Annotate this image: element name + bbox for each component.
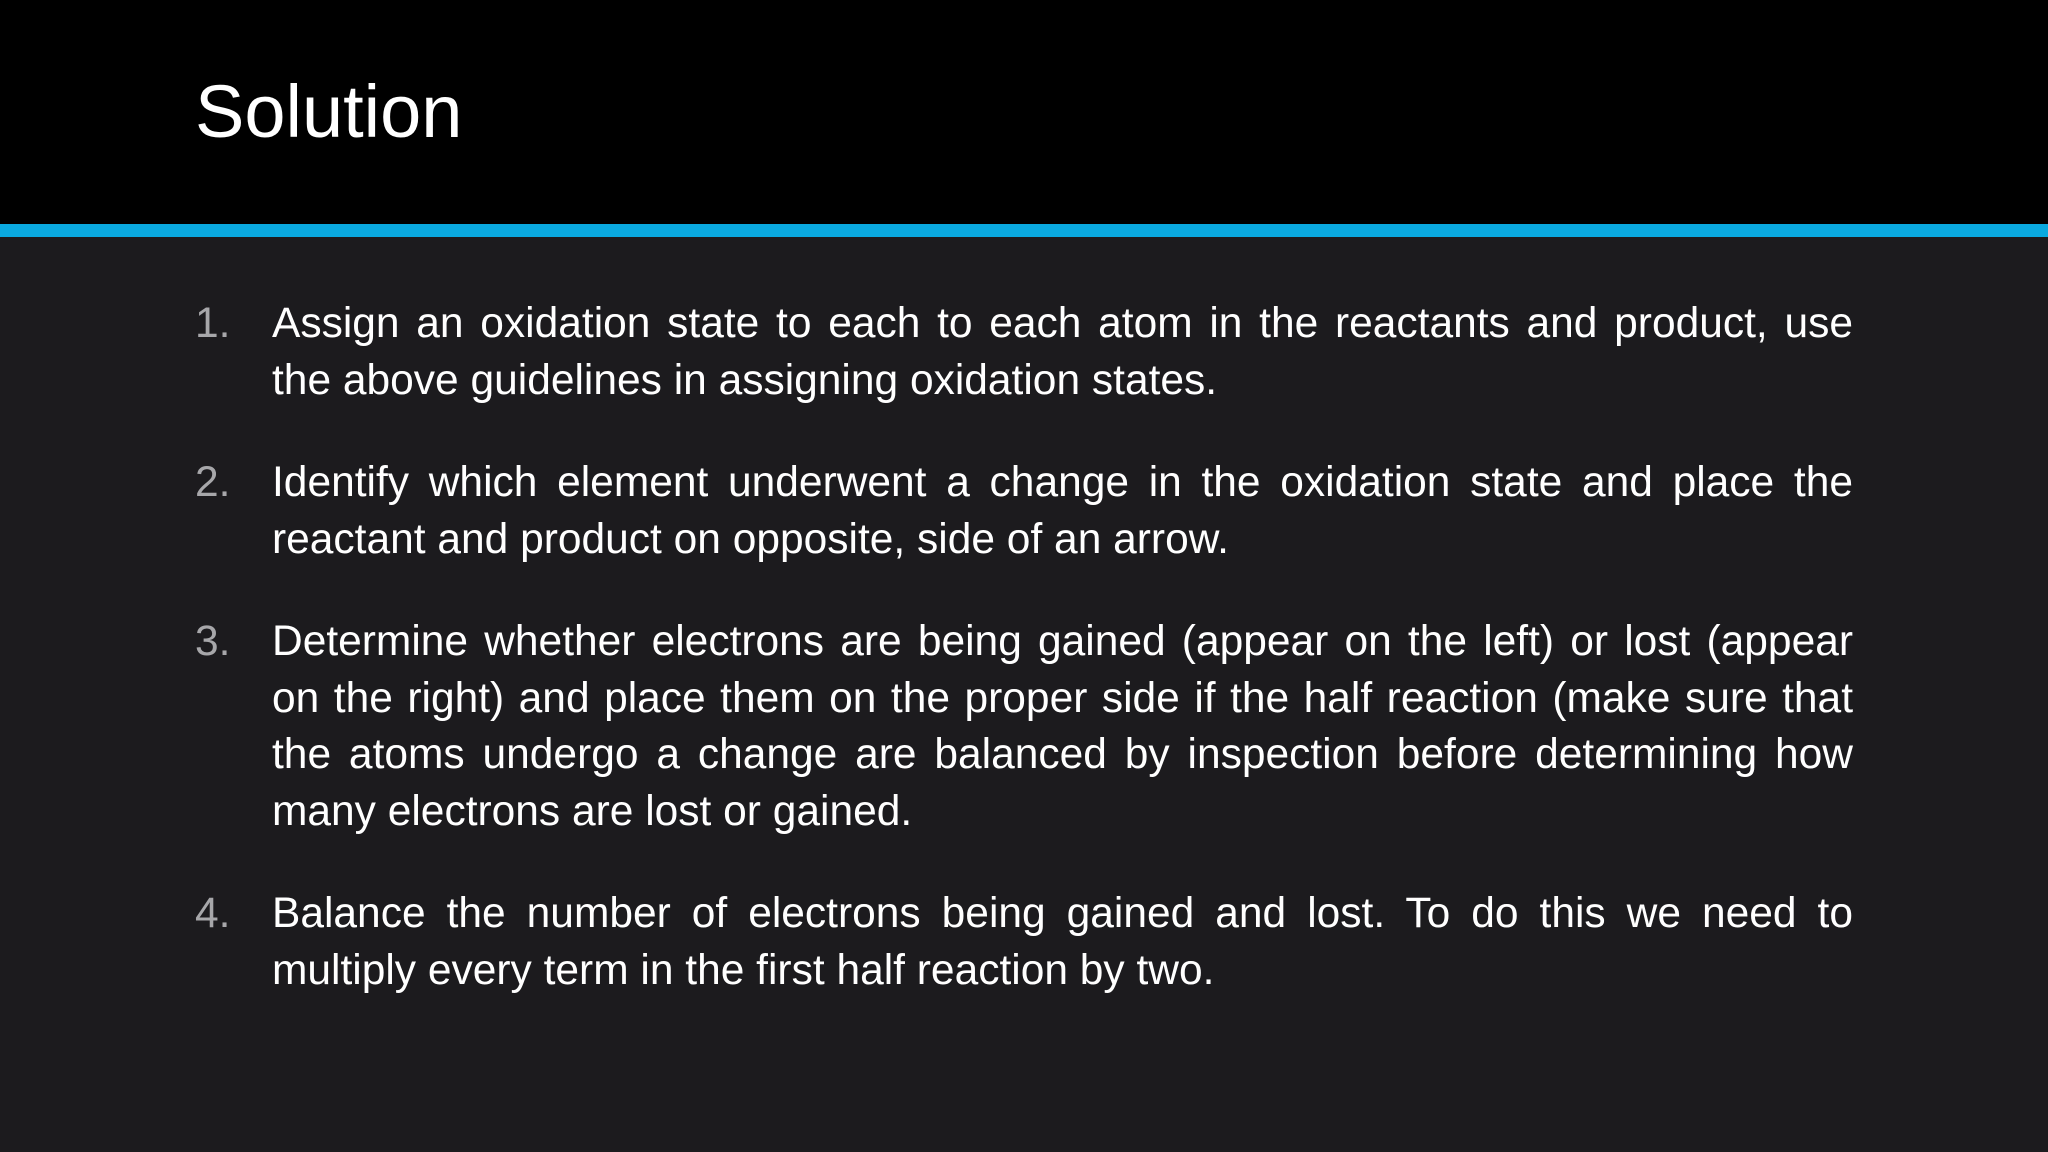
step-number: 4. [195,890,231,937]
step-text: Identify which element underwent a change in the oxidation state and place the reactant and product on opposite, side of an arrow. [272,459,1853,563]
title-bar [0,0,2048,224]
step-text: Determine whether electrons are being gained (appear on the left) or lost (appear on the right) and place them on the proper side if the half reaction (make sure that the atoms undergo a change are balanced by inspection before determining how many electrons are lost or gained. [272,618,1853,835]
step-text: Assign an oxidation state to each to each atom in the reactants and product, use the above guidelines in assigning oxidation states. [272,300,1853,404]
step-text: Balance the number of electrons being gained and lost. To do this we need to multiply every term in the first half reaction by two. [272,890,1853,994]
accent-divider [0,224,2048,237]
step-number: 3. [195,618,231,665]
step-number: 2. [195,459,231,506]
solution-steps-list [195,296,1853,1045]
solution-step-3 [195,614,1853,840]
solution-step-4 [195,886,1853,999]
solution-step-2 [195,455,1853,568]
step-number: 1. [195,300,231,347]
slide-title: Solution [195,70,463,153]
solution-step-1 [195,296,1853,409]
